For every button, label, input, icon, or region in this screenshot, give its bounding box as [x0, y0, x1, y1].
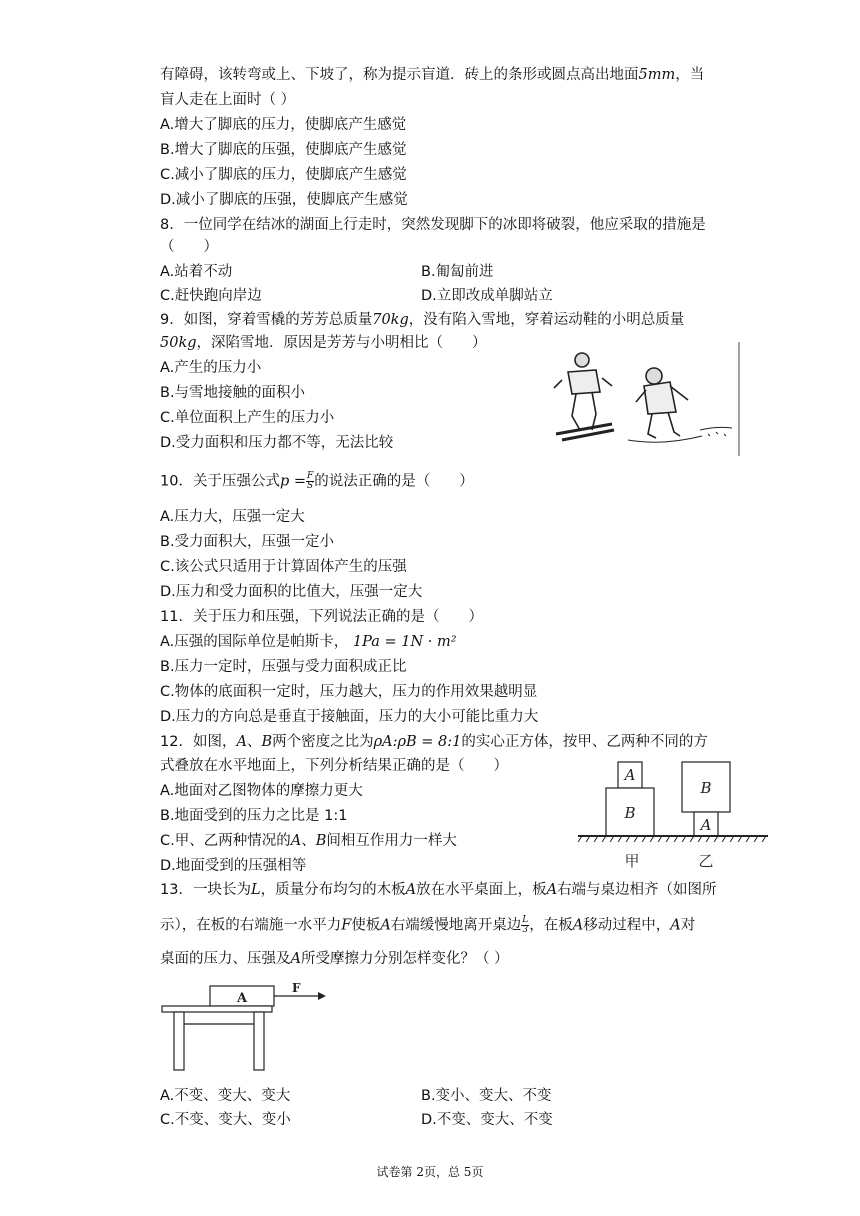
- q10-stem: 10．关于压强公式p = $\frac{F}{S}$ 的说法正确的是（ ）: [160, 471, 474, 491]
- page-footer: 试卷第 2页，总 5页: [376, 1165, 484, 1179]
- q11-stem: 11．关于压力和压强，下列说法正确的是（ ）: [160, 609, 483, 625]
- q9-option-c: C.单位面积上产生的压力小: [160, 410, 335, 426]
- q12-option-a: A.地面对乙图物体的摩擦力更大: [160, 783, 363, 799]
- q10-option-b: B.受力面积大，压强一定小: [160, 534, 335, 550]
- q9-snow-illustration: [552, 342, 742, 456]
- q9-stem-line1: 9．如图，穿着雪橇的芳芳总质量70kg，没有陷入雪地，穿着运动鞋的小明总质量: [160, 312, 685, 328]
- q12-option-b: B.地面受到的压力之比是 1:1: [160, 808, 348, 824]
- q12-option-c: C.甲、乙两种情况的A、B间相互作用力一样大: [160, 833, 457, 849]
- q13-stem-line3: 桌面的压力、压强及A所受摩擦力分别怎样变化？（ ）: [160, 951, 509, 967]
- yi-label-a: A: [700, 816, 712, 834]
- jia-label-a: A: [624, 766, 636, 784]
- q7-stem-line2: 盲人走在上面时（ ）: [160, 92, 296, 108]
- label-yi: 乙: [698, 852, 714, 870]
- q12-stem-line1: 12．如图，A、B两个密度之比为ρA:ρB = 8:1的实心正方体，按甲、乙两种不同的方: [160, 734, 708, 750]
- q9-option-a: A.产生的压力小: [160, 360, 262, 376]
- table-leg-left: [174, 1012, 184, 1070]
- q10-option-a: A.压力大，压强一定大: [160, 509, 305, 525]
- q7-stem-line1: 有障碍，该转弯或上、下坡了，称为提示盲道．砖上的条形或圆点高出地面5mm，当: [160, 67, 705, 83]
- q7-option-a: A.增大了脚底的压力，使脚底产生感觉: [160, 117, 407, 133]
- q13-option-b: B.变小、变大、不变: [421, 1088, 552, 1104]
- q10-option-c: C.该公式只适用于计算固体产生的压强: [160, 559, 407, 575]
- q11-option-c: C.物体的底面积一定时，压力越大，压力的作用效果越明显: [160, 684, 538, 700]
- q8-option-b: B.匍匐前进: [421, 264, 494, 280]
- q11-option-a: A.压强的国际单位是帕斯卡， 1Pa = 1N · m²: [160, 634, 457, 650]
- q13-option-d: D.不变、变大、不变: [421, 1112, 553, 1128]
- q7-option-d: D.减小了脚底的压强，使脚底产生感觉: [160, 192, 408, 208]
- q11-option-b: B.压力一定时，压强与受力面积成正比: [160, 659, 407, 675]
- q10-fraction: $\frac{F}{S}$: [307, 471, 314, 491]
- q10-option-d: D.压力和受力面积的比值大，压强一定大: [160, 584, 423, 600]
- q11-option-d: D.压力的方向总是垂直于接触面，压力的大小可能比重力大: [160, 709, 539, 725]
- q9-option-b: B.与雪地接触的面积小: [160, 385, 306, 401]
- jia-label-b: B: [624, 804, 636, 822]
- q8-option-d: D.立即改成单脚站立: [421, 288, 553, 304]
- q13-table-board-figure: [158, 982, 328, 1074]
- q8-stem-line1: 8．一位同学在结冰的湖面上行走时，突然发现脚下的冰即将破裂，他应采取的措施是: [160, 217, 706, 233]
- q13-stem-line2: 示），在板的右端施一水平力F使板A右端缓慢地离开桌边 $\frac{L}{3}$ ，在板A移动过程中，A对: [160, 915, 696, 935]
- q12-stem-line2: 式叠放在水平地面上，下列分析结果正确的是（ ）: [160, 758, 508, 774]
- q13-option-c: C.不变、变大、变小: [160, 1112, 291, 1128]
- q12-stacked-cubes-figure: [576, 758, 772, 874]
- q7-option-c: C.减小了脚底的压力，使脚底产生感觉: [160, 167, 407, 183]
- q7-option-b: B.增大了脚底的压强，使脚底产生感觉: [160, 142, 407, 158]
- q8-stem-line2: （ ）: [160, 239, 218, 255]
- q8-option-c: C.赶快跑向岸边: [160, 288, 262, 304]
- q13-fraction: $\frac{L}{3}$: [522, 915, 529, 935]
- yi-label-b: B: [700, 779, 712, 797]
- label-jia: 甲: [624, 852, 640, 870]
- q13-stem-line1: 13．一块长为L，质量分布均匀的木板A放在水平桌面上，板A右端与桌边相齐（如图所: [160, 882, 717, 898]
- table-top: [162, 1006, 272, 1012]
- q12-option-d: D.地面受到的压强相等: [160, 858, 307, 874]
- board-label: A: [236, 991, 248, 1006]
- q9-stem-line2: 50kg，深陷雪地．原因是芳芳与小明相比（ ）: [160, 335, 487, 351]
- q13-option-a: A.不变、变大、变大: [160, 1088, 291, 1104]
- table-leg-right: [254, 1012, 264, 1070]
- q8-option-a: A.站着不动: [160, 264, 233, 280]
- force-label: F: [292, 982, 301, 995]
- q9-option-d: D.受力面积和压力都不等，无法比较: [160, 435, 394, 451]
